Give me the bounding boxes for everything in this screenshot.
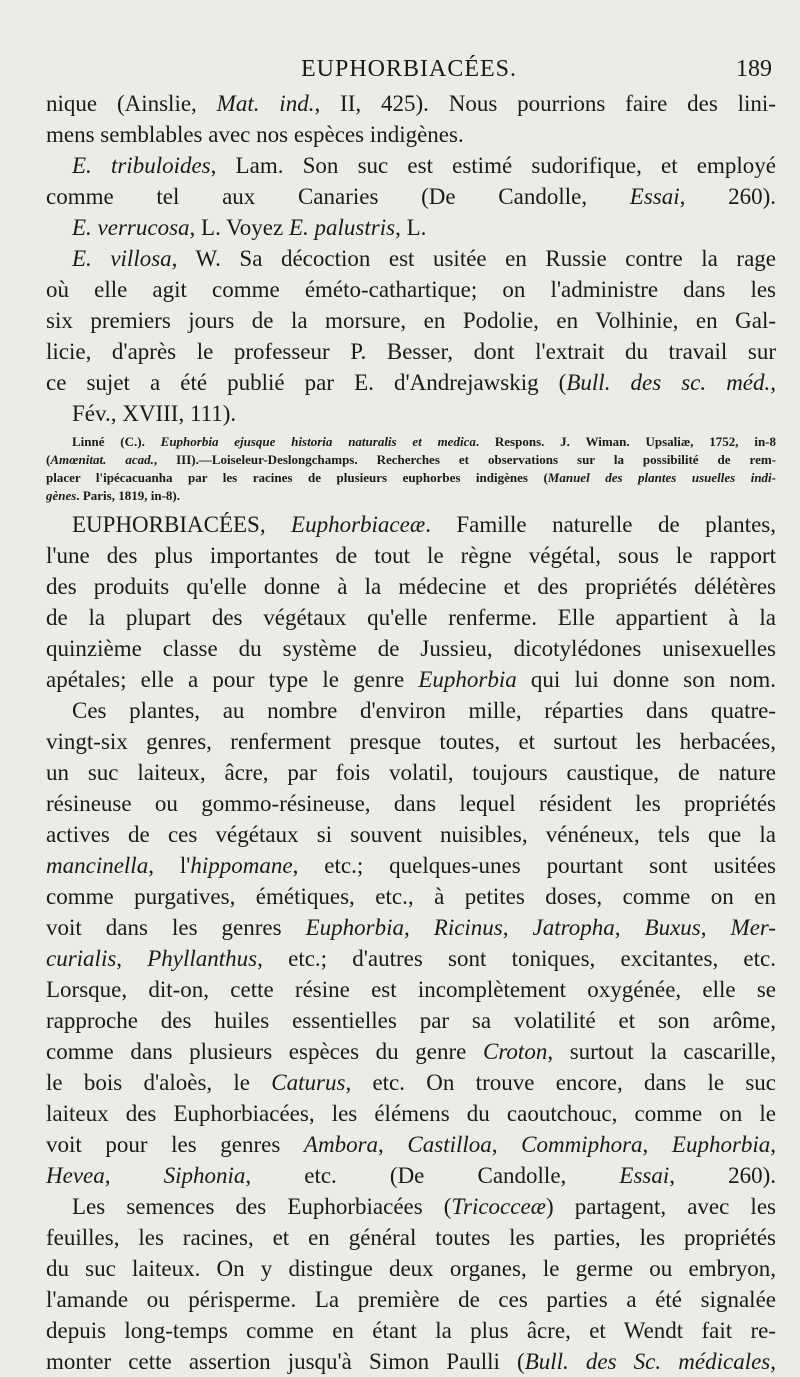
italic-run: Essai	[619, 1163, 670, 1188]
text-run: apétales; elle a pour type le genre	[46, 667, 419, 692]
text-run: monter cette assertion jusqu'à Simon Paulli (	[46, 1349, 525, 1374]
text-line	[46, 1160, 776, 1191]
italic-run: Euphorbia	[671, 1132, 771, 1157]
text-run: , l'	[148, 853, 191, 878]
italic-run: Phyllanthus	[147, 946, 258, 971]
page-body	[46, 88, 776, 1377]
text-run: comme purgatives, émétiques, etc., à petites doses, comme on en	[46, 884, 776, 909]
text-line	[46, 150, 776, 181]
text-run: ,	[770, 370, 776, 395]
text-run: ,	[770, 1349, 776, 1374]
italic-run: Euphorbia	[305, 915, 404, 940]
text-run: , etc.; d'autres sont toniques, excitantes, etc.	[257, 946, 776, 971]
text-run: ,	[491, 1132, 522, 1157]
text-line	[46, 540, 776, 571]
text-run: , surtout la cascarille,	[547, 1039, 776, 1064]
text-run: un suc laiteux, âcre, par fois volatil, toujours caustique, de nature	[46, 760, 776, 785]
text-line	[46, 602, 776, 633]
text-line	[46, 1191, 776, 1222]
text-line	[46, 943, 776, 974]
text-line	[46, 367, 776, 398]
italic-run: Castilloa	[407, 1132, 492, 1157]
text-run: , Lam. Son suc est estimé sudorifique, et employé	[210, 153, 776, 178]
italic-run: gènes	[46, 488, 77, 503]
text-run: , L.	[395, 215, 427, 240]
text-line	[46, 912, 776, 943]
italic-run: Euphorbiaceæ	[291, 512, 426, 537]
paragraph-block	[46, 88, 776, 429]
text-run: quinzième classe du système de Jussieu, dicotylédones unisexuelles	[46, 636, 776, 661]
text-line	[46, 509, 776, 540]
text-run: comme dans plusieurs espèces du genre	[46, 1039, 483, 1064]
italic-run: Mer-	[730, 915, 776, 940]
footnote-line	[46, 487, 776, 505]
text-line	[46, 819, 776, 850]
italic-run: Ricinus	[433, 915, 503, 940]
text-line	[46, 881, 776, 912]
text-run: voit dans les genres	[46, 915, 306, 940]
text-line	[46, 571, 776, 602]
text-line	[46, 726, 776, 757]
italic-run: Mat. ind.	[216, 91, 315, 116]
text-run: nique (Ainslie,	[46, 91, 217, 116]
italic-run: Amœnitat. acad.	[50, 452, 154, 467]
running-head	[46, 56, 772, 90]
text-run: résineuse ou gommo-résineuse, dans lequel résident les propriétés	[46, 791, 776, 816]
text-line	[46, 398, 776, 429]
text-run: ,	[104, 1163, 164, 1188]
text-run: feuilles, les racines, et en général toutes les parties, les propriétés	[46, 1225, 776, 1250]
text-run: ,	[700, 915, 731, 940]
italic-run: Commiphora	[521, 1132, 643, 1157]
text-run: licie, d'après le professeur P. Besser, dont l'extrait du travail sur	[46, 339, 776, 364]
italic-run: E. palustris	[288, 215, 396, 240]
text-line	[46, 1129, 776, 1160]
footnote-line	[46, 433, 776, 451]
italic-run: E. tribuloides	[72, 153, 211, 178]
italic-run: Jatropha	[532, 915, 615, 940]
text-run: ce sujet a été publié par E. d'Andrejawskig (	[46, 370, 567, 395]
text-line	[46, 1036, 776, 1067]
text-run: rapproche des huiles essentielles par sa volatilité et son arôme,	[46, 1008, 776, 1033]
text-run: , L. Voyez	[189, 215, 289, 240]
italic-run: Euphorbia ejusque historia naturalis et medica	[160, 434, 476, 449]
text-run: placer l'ipécacuanha par les racines de plusieurs euphorbes indigènes (	[46, 470, 548, 485]
footnote	[46, 433, 776, 505]
text-run: . Famille naturelle de plantes,	[425, 512, 776, 537]
italic-run: Manuel des plantes usuelles indi-	[547, 470, 776, 485]
text-run: (	[46, 452, 51, 467]
italic-run: Ambora	[303, 1132, 379, 1157]
text-run: Ces plantes, au nombre d'environ mille, réparties dans quatre-	[72, 698, 776, 723]
text-run: , II, 425). Nous pourrions faire des lini-	[314, 91, 776, 116]
text-run: , etc. (De Candolle,	[245, 1163, 620, 1188]
italic-run: hippomane	[190, 853, 293, 878]
text-run: Fév., XVIII, 111).	[72, 401, 237, 426]
footnote-line	[46, 469, 776, 487]
text-run: ,	[614, 915, 645, 940]
italic-run: mancinella	[46, 853, 149, 878]
text-line	[46, 212, 776, 243]
text-run: ,	[378, 1132, 408, 1157]
text-line	[46, 274, 776, 305]
text-run: , III).—Loiseleur-Deslongchamps. Recherches et observations sur la possibilité de rem-	[153, 452, 776, 467]
text-line	[46, 850, 776, 881]
text-run: Lorsque, dit-on, cette résine est incomplètement oxygénée, elle se	[46, 977, 776, 1002]
text-run: voit pour les genres	[46, 1132, 304, 1157]
italic-run: Croton	[482, 1039, 548, 1064]
italic-run: Buxus	[644, 915, 701, 940]
italic-run: Bull. des Sc. médicales	[524, 1349, 771, 1374]
text-run: ,	[770, 1132, 776, 1157]
footnote-line	[46, 451, 776, 469]
text-run: , etc.; quelques-unes pourtant sont usitées	[292, 853, 776, 878]
text-line	[46, 1098, 776, 1129]
text-line	[46, 1005, 776, 1036]
text-run: ,	[502, 915, 533, 940]
text-line	[46, 757, 776, 788]
text-run: , etc. On trouve encore, dans le suc	[345, 1070, 776, 1095]
text-run: des produits qu'elle donne à la médecine et des propriétés délétères	[46, 574, 776, 599]
text-line	[46, 1315, 776, 1346]
italic-run: Euphorbia	[418, 667, 517, 692]
text-run: le bois d'aloès, le	[46, 1070, 272, 1095]
text-run: , 260).	[679, 184, 776, 209]
text-run: , 260).	[669, 1163, 776, 1188]
text-line	[46, 181, 776, 212]
text-run: où elle agit comme éméto-cathartique; on l'administre dans les	[46, 277, 776, 302]
italic-run: Essai	[629, 184, 680, 209]
text-run: , W. Sa décoction est usitée en Russie contre la rage	[171, 246, 776, 271]
italic-run: Hevea	[46, 1163, 105, 1188]
text-run: ,	[116, 946, 148, 971]
text-line	[46, 695, 776, 726]
italic-run: E. verrucosa	[72, 215, 190, 240]
text-line	[46, 119, 776, 150]
text-run: laiteux des Euphorbiacées, les élémens du caoutchouc, comme on le	[46, 1101, 776, 1126]
text-run: EUPHORBIACÉES,	[72, 512, 292, 537]
text-line	[46, 664, 776, 695]
text-line	[46, 336, 776, 367]
text-run: ,	[403, 915, 434, 940]
running-head-title: EUPHORBIACÉES.	[300, 56, 518, 82]
text-run: mens semblables avec nos espèces indigènes.	[46, 122, 464, 147]
italic-run: Siphonia	[163, 1163, 246, 1188]
text-run: vingt-six genres, renferment presque toutes, et surtout les herbacées,	[46, 729, 776, 754]
text-run: l'une des plus importantes de tout le règne végétal, sous le rapport	[46, 543, 776, 568]
text-line	[46, 1253, 776, 1284]
text-line	[46, 88, 776, 119]
text-run: qui lui donne son nom.	[516, 667, 776, 692]
text-run: Linné (C.).	[72, 434, 161, 449]
italic-run: Caturus	[271, 1070, 346, 1095]
text-run: actives de ces végétaux si souvent nuisibles, vénéneux, tels que la	[46, 822, 776, 847]
text-run: l'amande ou périsperme. La première de ces parties a été signalée	[46, 1287, 776, 1312]
text-line	[46, 974, 776, 1005]
text-run: six premiers jours de la morsure, en Podolie, en Volhinie, en Gal-	[46, 308, 776, 333]
text-line	[46, 243, 776, 274]
text-run: comme tel aux Canaries (De Candolle,	[46, 184, 630, 209]
text-run: . Respons. J. Wiman. Upsaliæ, 1752, in-8	[475, 434, 776, 449]
italic-run: E. villosa	[72, 246, 172, 271]
italic-run: Bull. des sc. méd.	[566, 370, 771, 395]
text-run: Les semences des Euphorbiacées (	[72, 1194, 452, 1219]
text-run: . Paris, 1819, in-8).	[76, 488, 180, 503]
text-line	[46, 1067, 776, 1098]
article-euphorbiacees	[46, 509, 776, 1377]
text-run: de la plupart des végétaux qu'elle renferme. Elle appartient à la	[46, 605, 776, 630]
italic-run: Tricocceæ	[451, 1194, 547, 1219]
text-line	[46, 305, 776, 336]
text-run: du suc laiteux. On y distingue deux organes, le germe ou embryon,	[46, 1256, 776, 1281]
text-line	[46, 1284, 776, 1315]
text-run: ) partagent, avec les	[546, 1194, 776, 1219]
text-line	[46, 788, 776, 819]
text-run: ,	[642, 1132, 672, 1157]
text-run: depuis long-temps comme en étant la plus âcre, et Wendt fait re-	[46, 1318, 776, 1343]
italic-run: curialis	[46, 946, 117, 971]
text-line	[46, 1346, 776, 1377]
text-line	[46, 633, 776, 664]
page-number: 189	[736, 56, 772, 82]
text-line	[46, 1222, 776, 1253]
